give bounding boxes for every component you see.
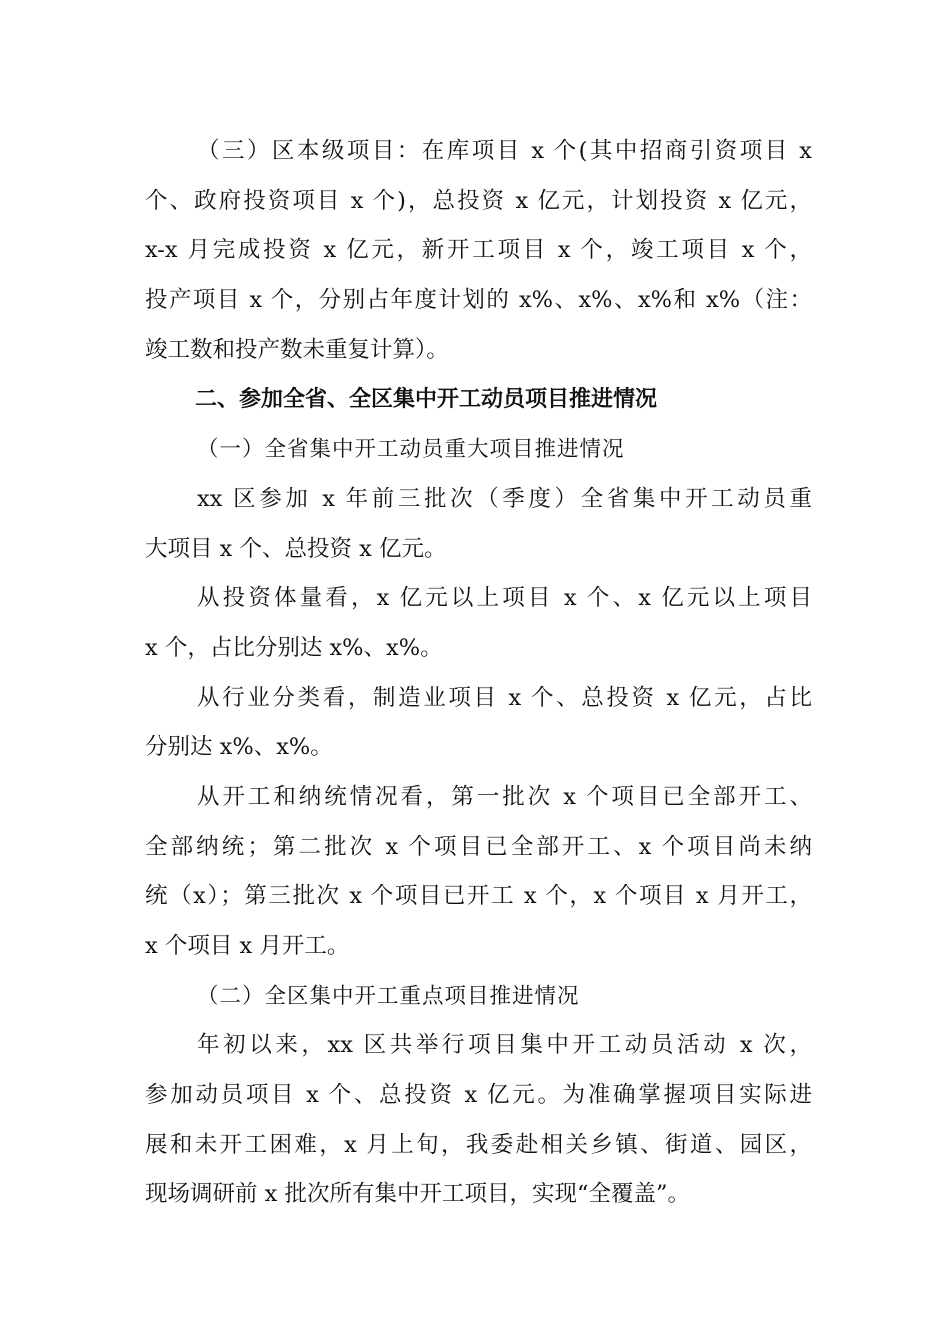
text-line: 投产项目 x 个，分别占年度计划的 x%、x%、x%和 x%（注： xyxy=(145,287,812,314)
text-line: x 个项目 x 月开工。 xyxy=(145,933,350,959)
text-line: 个、政府投资项目 x 个)，总投资 x 亿元，计划投资 x 亿元， xyxy=(145,187,812,214)
text-line: 参加动员项目 x 个、总投资 x 亿元。为准确掌握项目实际进 xyxy=(145,1082,812,1109)
text-line: 从行业分类看，制造业项目 x 个、总投资 x 亿元，占比 xyxy=(197,684,812,711)
text-line: 年初以来，xx 区共举行项目集中开工动员活动 x 次， xyxy=(197,1032,812,1059)
text-line: 从开工和纳统情况看，第一批次 x 个项目已全部开工、 xyxy=(197,783,812,810)
text-line: 分别达 x%、x%。 xyxy=(145,734,333,761)
text-line: xx 区参加 x 年前三批次（季度）全省集中开工动员重 xyxy=(197,485,812,512)
text-line: 从投资体量看，x 亿元以上项目 x 个、x 亿元以上项目 xyxy=(197,585,812,612)
text-line: 大项目 x 个、总投资 x 亿元。 xyxy=(145,535,447,562)
section-heading: 二、参加全省、全区集中开工动员项目推进情况 xyxy=(195,387,658,413)
text-line: x-x 月完成投资 x 亿元，新开工项目 x 个，竣工项目 x 个， xyxy=(145,237,812,264)
text-line: 统（x）；第三批次 x 个项目已开工 x 个，x 个项目 x 月开工， xyxy=(145,883,812,910)
text-line: 现场调研前 x 批次所有集中开工项目，实现“全覆盖”。 xyxy=(145,1181,690,1208)
section-heading: （一）全省集中开工动员重大项目推进情况 xyxy=(197,437,625,463)
text-line: （三）区本级项目：在库项目 x 个(其中招商引资项目 x xyxy=(197,138,812,164)
text-line: 竣工数和投产数未重复计算）。 xyxy=(145,336,449,363)
text-line: x 个，占比分别达 x%、x%。 xyxy=(145,634,443,661)
text-line: 全部纳统；第二批次 x 个项目已全部开工、x 个项目尚未纳 xyxy=(145,833,812,860)
section-heading: （二）全区集中开工重点项目推进情况 xyxy=(197,983,580,1009)
text-line: 展和未开工困难，x 月上旬，我委赴相关乡镇、街道、园区， xyxy=(145,1131,812,1158)
document-body xyxy=(145,127,812,1220)
